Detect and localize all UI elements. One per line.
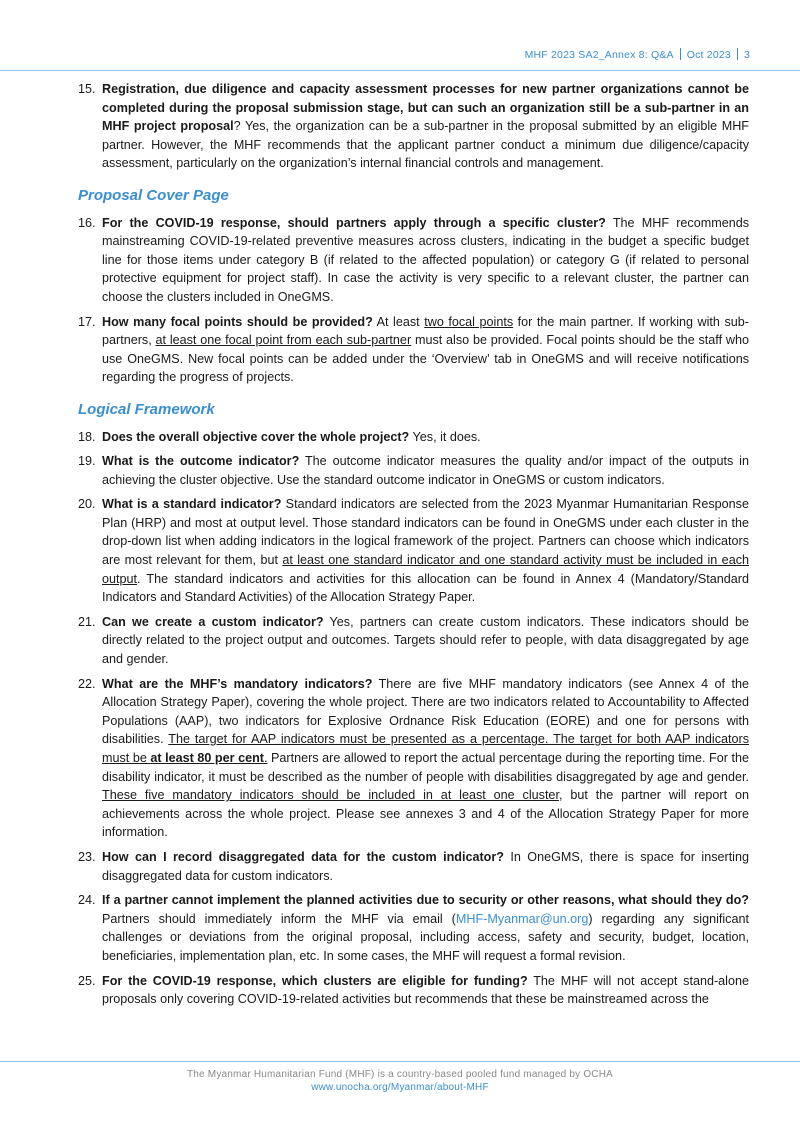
underlined-text: at least one focal point from each sub-partner: [155, 333, 412, 348]
email-link[interactable]: MHF-Myanmar@un.org: [455, 911, 589, 926]
faq-item-16: [78, 214, 749, 307]
answer: ? Yes, the organization can be a sub-partner in the proposal submitted by an eligible MHF partner. However, the MHF recommends that the applicant partner conduct a minimum due diligence/capacity assessment, particularly on the organization’s internal financial controls and management.: [102, 119, 749, 171]
question: For the COVID-19 response, should partners apply through a specific cluster?: [102, 215, 606, 230]
document-body: [78, 80, 749, 1015]
section-heading-logical-framework: Logical Framework: [78, 400, 215, 418]
faq-item-15: [78, 80, 749, 173]
answer-part: . The standard indicators and activities for this allocation can be found in Annex 4 (Mandatory/Standard Indicators and Standard Activities) of the Allocation Strategy Paper.: [102, 571, 749, 605]
answer-part: Standard indicators are selected from the 2023 Myanmar Humanitarian Response Plan (HRP) and most at output level. Those standard indicators can be found in OneGMS under each cluster in the drop-down list when adding indicators in the logical framework of the project. Partners can choose which indicators are most relevant for them, but: [102, 497, 749, 568]
faq-item-25: [78, 972, 749, 1009]
footer-rule: [0, 1061, 800, 1062]
question: If a partner cannot implement the planned activities due to security or other reasons, what should they do?: [102, 893, 749, 908]
faq-item-22: [78, 675, 749, 842]
underlined-text: two focal points: [424, 314, 514, 329]
answer-part: ) regarding any significant challenges or deviations from the original proposal, including access, safety and security, budget, location, beneficiaries, implementation plan, etc. In some cases, the MHF will request a formal revision.: [102, 911, 749, 963]
answer-part: Partners should immediately inform the MHF via email (: [102, 911, 456, 926]
answer-part: Partners are allowed to report the actual percentage during the reporting time. For the disability indicator, it must be described as the number of people with disabilities disaggregated by age and gender.: [102, 751, 750, 784]
item-number: 21.: [78, 614, 96, 629]
item-number: 19.: [78, 454, 96, 469]
question: Does the overall objective cover the whole project?: [102, 429, 410, 444]
item-number: 24.: [78, 893, 96, 908]
answer: Yes, it does.: [409, 429, 481, 444]
question: For the COVID-19 response, which clusters are eligible for funding?: [102, 973, 528, 988]
underlined-part: .: [263, 751, 268, 765]
item-number: 22.: [78, 676, 96, 691]
header-date: Oct 2023: [686, 49, 731, 61]
question: What is the outcome indicator?: [102, 454, 300, 469]
question: How many focal points should be provided?: [102, 314, 373, 329]
item-number: 17.: [78, 314, 96, 329]
faq-item-23: [78, 848, 749, 885]
underlined-text: at least one standard indicator and one standard activity must be included in each output: [102, 553, 749, 586]
answer-part: There are five MHF mandatory indicators (see Annex 4 of the Allocation Strategy Paper), covering the whole project. There are two indicators related to Accountability to Affected Populations (AAP), two indicators for Explosive Ordnance Risk Education (EORE) and one for persons with disabilities.: [102, 676, 749, 747]
section-heading-proposal-cover-page: Proposal Cover Page: [78, 186, 229, 204]
answer: The outcome indicator measures the quality and/or impact of the outputs in achieving the cluster objective. Use the standard outcome indicator in OneGMS or custom indicators.: [102, 454, 749, 487]
footer-text: The Myanmar Humanitarian Fund (MHF) is a country-based pooled fund managed by OCHA: [186, 1069, 614, 1080]
underlined-text: These five mandatory indicators should be included in at least one cluster: [102, 788, 559, 803]
answer: The MHF will not accept stand-alone proposals only covering COVID-19-related activities but recommends that these be mainstreamed across the: [102, 973, 749, 1007]
answer-part: for the main partner. If working with sub-partners,: [102, 314, 749, 348]
item-number: 20.: [78, 497, 96, 512]
faq-item-17: [78, 313, 749, 387]
underlined-bold-text: at least 80 per cent: [150, 751, 264, 765]
header-divider: [680, 48, 681, 60]
page-number: 3: [743, 49, 750, 61]
question: What is a standard indicator?: [102, 497, 282, 512]
item-number: 18.: [78, 429, 96, 444]
item-number: 23.: [78, 849, 96, 864]
faq-item-19: [78, 452, 749, 489]
header-document-title: MHF 2023 SA2_Annex 8: Q&A: [524, 49, 674, 61]
answer-part: , but the partner will report on achievements across the whole project. Please see annexes 3 and 4 of the Allocation Strategy Paper for more information.: [102, 788, 749, 840]
question: Registration, due diligence and capacity assessment processes for new partner organizations cannot be completed during the proposal submission stage, but can such an organization still be a sub-partner in an MHF project proposal: [102, 82, 749, 134]
item-number: 16.: [78, 215, 96, 230]
page-footer: [0, 1068, 800, 1094]
footer-link[interactable]: www.unocha.org/Myanmar/about-MHF: [311, 1082, 489, 1093]
faq-item-18: [78, 428, 749, 447]
answer-part: At least: [372, 314, 425, 329]
faq-item-24: [78, 891, 749, 965]
item-number: 25.: [78, 973, 96, 988]
question: How can I record disaggregated data for the custom indicator?: [102, 849, 504, 864]
faq-item-21: [78, 613, 749, 669]
answer: In OneGMS, there is space for inserting disaggregated data for custom indicators.: [102, 849, 749, 883]
answer: The MHF recommends mainstreaming COVID-19-related preventive measures across clusters, indicating in the budget a specific budget line for those items under category B (if related to the affected population) or category G (if related to personal protective equipment for project staff). In case the activity is very specific to a relevant cluster, the partner can choose the clusters included in OneGMS.: [102, 215, 750, 304]
header-divider: [737, 48, 738, 60]
page-header: [525, 48, 750, 61]
answer: Yes, partners can create custom indicators. These indicators should be directly related to the project output and outcomes. Targets should refer to people, with data disaggregated by age and gender.: [102, 614, 750, 667]
item-number: 15.: [78, 82, 96, 96]
faq-item-20: [78, 495, 749, 607]
question: What are the MHF’s mandatory indicators?: [102, 676, 373, 691]
question: Can we create a custom indicator?: [102, 614, 324, 629]
header-rule: [0, 70, 800, 71]
answer-part: must also be provided. Focal points should be the staff who use OneGMS. New focal points can be added under the ‘Overview’ tab in OneGMS and will receive notifications regarding the progress of projects.: [102, 333, 749, 385]
underlined-part: The target for AAP indicators must be presented as a percentage. The target for both AAP indicators must be: [102, 732, 749, 765]
